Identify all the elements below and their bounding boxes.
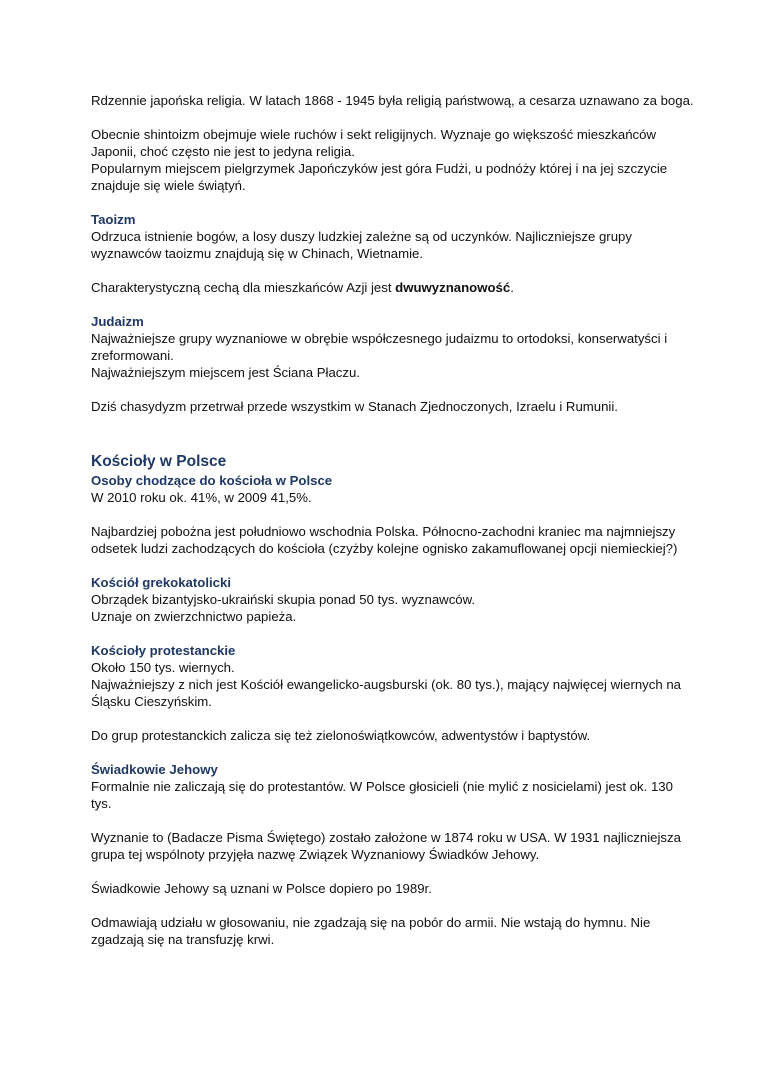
jehovah-paragraph-1-line-1: Formalnie nie zaliczają się do protestantów. W Polsce głosicieli (nie mylić z nosicielami) jest ok. 130 bbox=[91, 779, 673, 794]
jehovah-paragraph-4-line-1: Odmawiają udziału w głosowaniu, nie zgadzają się na pobór do armii. Nie wstają do hymnu. Nie bbox=[91, 915, 651, 930]
jehovah-paragraph-2-line-1: Wyznanie to (Badacze Pisma Świętego) zostało założone w 1874 roku w USA. W 1931 najliczniejsza bbox=[91, 830, 681, 845]
protestant-line-2: Najważniejszy z nich jest Kościół ewangelicko-augsburski (ok. 80 tys.), mający najwięcej wiernych na bbox=[91, 677, 682, 692]
protestant-heading: Kościoły protestanckie bbox=[91, 643, 236, 658]
protestant-paragraph-2: Do grup protestanckich zalicza się też zielonoświątkowców, adwentystów i baptystów. bbox=[91, 728, 591, 743]
greek-catholic-line-2: Uznaje on zwierzchnictwo papieża. bbox=[91, 609, 297, 624]
taoism-paragraph-line-2: wyznawców taoizmu znajdują się w Chinach, Wietnamie. bbox=[91, 246, 424, 261]
judaism-paragraph-2: Dziś chasydyzm przetrwał przede wszystkim w Stanach Zjednoczonych, Izraelu i Rumunii. bbox=[91, 399, 618, 414]
jehovah-paragraph-3: Świadkowie Jehowy są uznani w Polsce dopiero po 1989r. bbox=[91, 881, 432, 896]
asia-dual-faith-end: . bbox=[510, 280, 514, 295]
jehovah-heading: Świadkowie Jehowy bbox=[91, 762, 218, 777]
protestant-line-3: Śląsku Cieszyńskim. bbox=[91, 694, 212, 709]
jehovah-paragraph-4-line-2: zgadzają się na transfuzję krwi. bbox=[91, 932, 275, 947]
judaism-paragraph-line-1: Najważniejsze grupy wyznaniowe w obrębie współczesnego judaizmu to ortodoksi, konserwatyści i bbox=[91, 331, 668, 346]
dual-faith-term: dwuwyznanowość bbox=[395, 280, 511, 295]
judaism-paragraph-line-3: Najważniejszym miejscem jest Ściana Płaczu. bbox=[91, 365, 360, 380]
taoism-heading: Taoizm bbox=[91, 212, 136, 227]
asia-dual-faith-paragraph bbox=[91, 279, 514, 296]
asia-dual-faith-text: Charakterystyczną cechą dla mieszkańców Azji jest bbox=[91, 280, 396, 295]
jehovah-paragraph-1-line-2: tys. bbox=[91, 796, 112, 811]
shinto-paragraph-1: Rdzennie japońska religia. W latach 1868 - 1945 była religią państwową, a cesarza uznawano za boga. bbox=[91, 93, 694, 108]
attendance-region-line-2: odsetek ludzi zachodzących do kościoła (czyżby kolejne ognisko zakamuflowanej opcji niemieckiej?) bbox=[91, 541, 678, 556]
shinto-paragraph-3-line-2: znajduje się wiele świątyń. bbox=[91, 178, 246, 193]
shinto-paragraph-3-line-1: Popularnym miejscem pielgrzymek Japończyków jest góra Fudżi, u podnóży której i na jej szczycie bbox=[91, 161, 668, 176]
attendance-heading: Osoby chodzące do kościoła w Polsce bbox=[91, 473, 333, 488]
jehovah-paragraph-2-line-2: grupa tej wspólnoty przyjęła nazwę Związek Wyznaniowy Świadków Jehowy. bbox=[91, 847, 540, 862]
shinto-paragraph-2-line-2: Japonii, choć często nie jest to jedyna religia. bbox=[91, 144, 355, 159]
judaism-paragraph-line-2: zreformowani. bbox=[91, 348, 174, 363]
judaism-heading: Judaizm bbox=[91, 314, 144, 329]
attendance-region-line-1: Najbardziej pobożna jest południowo wschodnia Polska. Północno-zachodni kraniec ma najmniejszy bbox=[91, 524, 676, 539]
protestant-line-1: Około 150 tys. wiernych. bbox=[91, 660, 235, 675]
attendance-paragraph: W 2010 roku ok. 41%, w 2009 41,5%. bbox=[91, 490, 312, 505]
greek-catholic-heading: Kościół grekokatolicki bbox=[91, 575, 231, 590]
shinto-paragraph-2-line-1: Obecnie shintoizm obejmuje wiele ruchów i sekt religijnych. Wyznaje go większość mieszkańców bbox=[91, 127, 656, 142]
greek-catholic-line-1: Obrządek bizantyjsko-ukraiński skupia ponad 50 tys. wyznawców. bbox=[91, 592, 476, 607]
taoism-paragraph-line-1: Odrzuca istnienie bogów, a losy duszy ludzkiej zależne są od uczynków. Najliczniejsze grupy bbox=[91, 229, 632, 244]
poland-churches-heading: Kościoły w Polsce bbox=[91, 453, 227, 470]
